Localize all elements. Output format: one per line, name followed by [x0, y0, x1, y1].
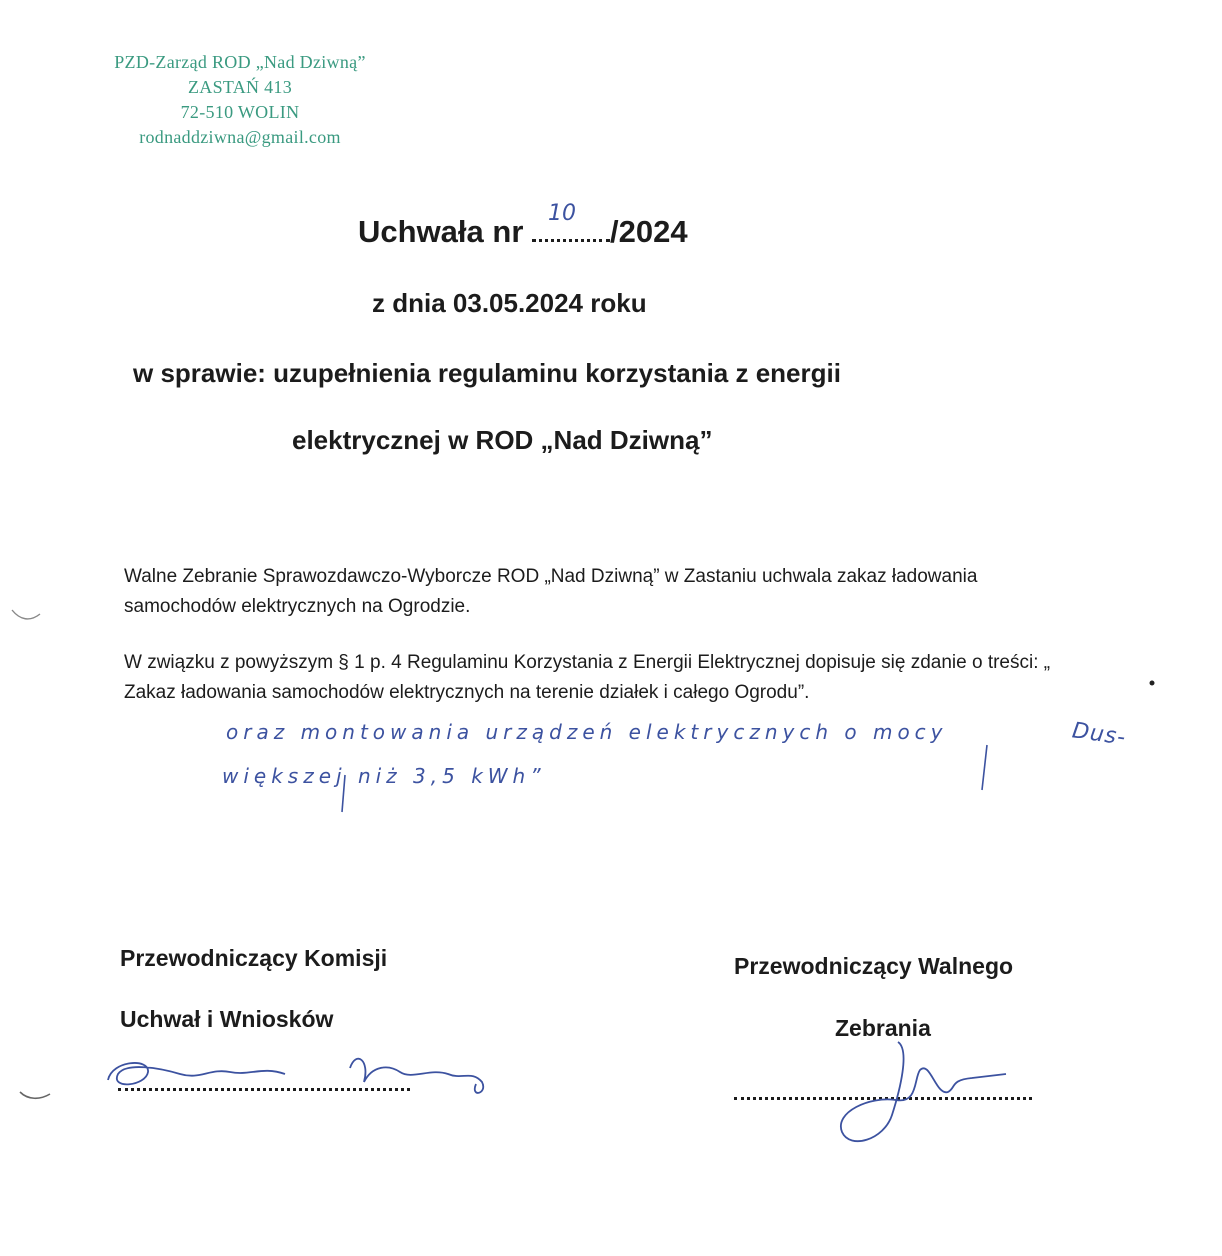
resolution-subject-line1: w sprawie: uzupełnienia regulaminu korzystania z energii — [133, 358, 841, 388]
right-signature-label-line2: Zebrania — [835, 1015, 931, 1041]
scan-mark-top — [12, 610, 40, 619]
right-signature-icon — [841, 1042, 1006, 1141]
stamp-line-email: rodnaddziwna@gmail.com — [139, 127, 341, 147]
left-signature-icon — [108, 1059, 483, 1093]
handwritten-amendment-line2: większej niż 3,5 kWh” — [222, 764, 546, 788]
left-signature-label-line1: Przewodniczący Komisji — [120, 945, 388, 971]
stamp-line-address: ZASTAŃ 413 — [187, 77, 293, 97]
title-prefix: Uchwała nr — [358, 214, 532, 249]
scan-mark-bottom — [20, 1092, 50, 1098]
body-paragraph-2: W związku z powyższym § 1 p. 4 Regulaminu Korzystania z Energii Elektrycznej dopisuje się zdanie o treści: „ Zakaz ładowania samochodów elektrycznych na terenie działek i całego Ogrodu”. — [124, 652, 1051, 703]
correction-mark-left — [342, 775, 345, 812]
resolution-subject-line2: elektrycznej w ROD „Nad Dziwną” — [292, 425, 713, 455]
stamp-line-postcode: 72-510 WOLIN — [180, 102, 300, 122]
left-signature-label-line2: Uchwał i Wniosków — [120, 1006, 334, 1032]
handwritten-amendment-line1: oraz montowania urządzeń elektrycznych o mocy — [226, 720, 948, 744]
body-paragraph-1: Walne Zebranie Sprawozdawczo-Wyborcze ROD „Nad Dziwną” w Zastaniu uchwala zakaz ładowania samochodów elektrycznych na Ogrodzie. — [124, 566, 978, 617]
right-signature-label-line1: Przewodniczący Walnego — [734, 953, 1014, 979]
stamp-line-name: PZD-Zarząd ROD „Nad Dziwną” — [114, 52, 366, 72]
margin-initials: Dus- — [1070, 718, 1128, 751]
resolution-date: z dnia 03.05.2024 roku — [372, 288, 647, 318]
resolution-number-handwritten: 10 — [548, 201, 576, 226]
scan-speck — [1150, 681, 1155, 686]
correction-mark-right — [982, 745, 987, 790]
title-suffix: /2024 — [610, 214, 688, 249]
